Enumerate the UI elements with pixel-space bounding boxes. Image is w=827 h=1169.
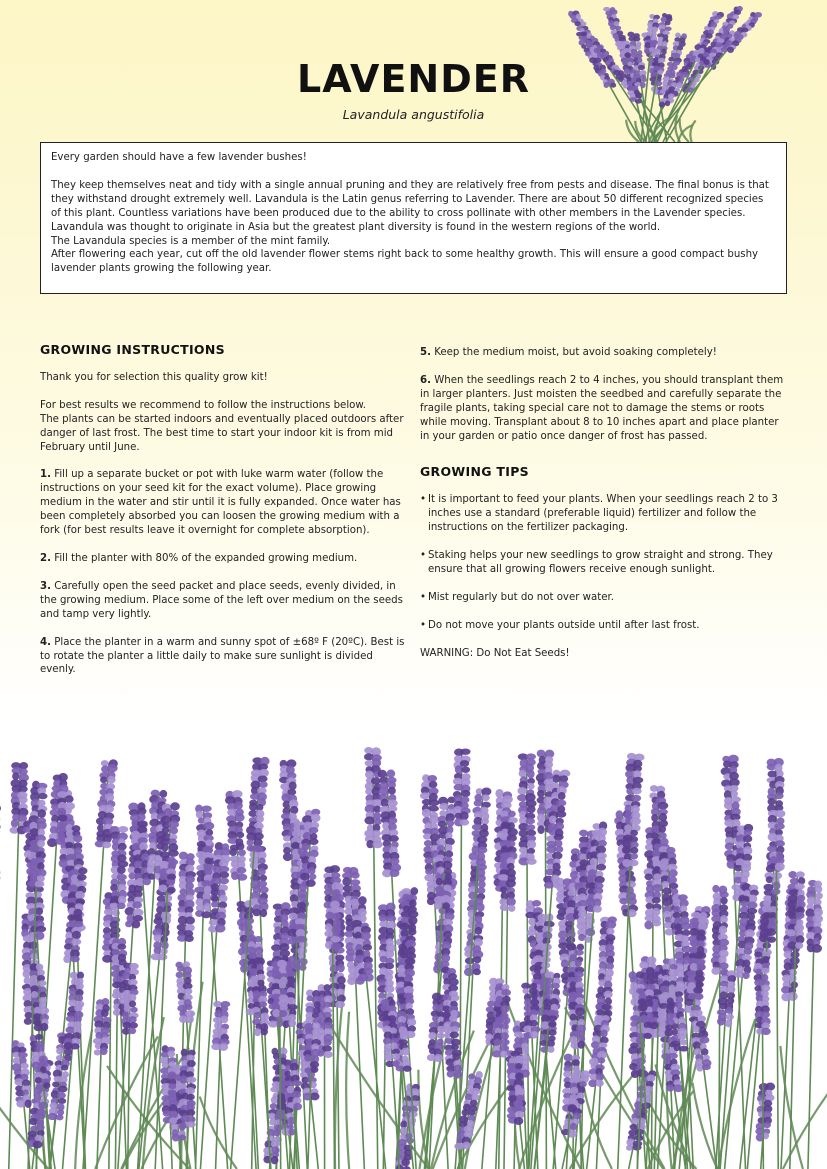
step-number: 3.: [40, 580, 51, 592]
intro-box: [40, 142, 787, 294]
growing-tips-heading: GROWING TIPS: [420, 464, 529, 480]
intro-note-text: The plants can be started indoors and eventually placed outdoors after danger of last frost. The best time to start your indoor kit is from mid February until June.: [40, 413, 404, 453]
tip-text: Staking helps your new seedlings to grow straight and strong. They ensure that all growing flowers receive enough sunlight.: [428, 550, 773, 575]
lavender-stalk: [786, 871, 805, 1169]
intro-paragraph: The Lavandula species is a member of the mint family.: [51, 235, 331, 247]
bullet-icon: •: [420, 550, 427, 562]
step-text: Keep the medium moist, but avoid soaking completely!: [434, 347, 717, 358]
step-5: [420, 346, 785, 360]
step-number: 2.: [40, 552, 51, 564]
lavender-stalk: [0, 804, 1, 1169]
tip-text: Mist regularly but do not over water.: [428, 591, 614, 603]
step-number: 1.: [40, 469, 51, 481]
step-2: [40, 552, 405, 566]
thanks-text: Thank you for selection this quality grow kit!: [40, 371, 268, 383]
lavender-stalk: [159, 1045, 178, 1169]
tip-text: Do not move your plants outside until after last frost.: [428, 619, 700, 631]
tip-item: [420, 549, 785, 577]
leaf: [693, 1083, 718, 1169]
step-number: 5.: [420, 347, 431, 358]
step-text: Place the planter in a warm and sunny spot of ±68º F (20ºC). Best is to rotate the planter a little daily to make sure sunlight is divided evenly.: [40, 636, 405, 676]
step-6: [420, 374, 785, 444]
leaf: [346, 1012, 349, 1169]
tip-text: It is important to feed your plants. When your seedlings reach 2 to 3 inches use a standard (preferable liquid) fertilizer and follow the instructions on the fertilizer packaging.: [428, 494, 778, 534]
leaf: [690, 120, 695, 142]
step-text: Carefully open the seed packet and place seeds, evenly divided, in the growing medium. Place some of the left over medium on the seeds and tamp very lightly.: [40, 580, 403, 620]
page-subtitle: Lavandula angustifolia: [342, 107, 485, 122]
right-column: [420, 346, 785, 675]
step-1: [40, 468, 405, 538]
best-results-text: For best results we recommend to follow the instructions below.: [40, 399, 367, 411]
bullet-icon: •: [420, 619, 427, 631]
bullet-icon: •: [420, 591, 427, 603]
leaf: [335, 984, 344, 1169]
step-number: 6.: [420, 374, 431, 386]
growing-instructions-column: [40, 343, 405, 691]
step-text: When the seedlings reach 2 to 4 inches, you should transplant them in larger planters. Just moisten the seedbed and carefully separate the fragile plants, taking special care not to damage the stems or roots while moving. Transplant about 8 to 10 inches apart and place planter in your garden or patio once danger of frost has passed.: [420, 374, 784, 442]
tip-item: [420, 591, 785, 605]
step-text: Fill the planter with 80% of the expanded growing medium.: [54, 552, 358, 564]
step-3: [40, 580, 405, 622]
warning-text: WARNING: Do Not Eat Seeds!: [420, 647, 570, 659]
intro-paragraph: After flowering each year, cut off the old lavender flower stems right back to some healthy growth. This will ensure a good compact bushy lavender plants growing the following year.: [51, 249, 759, 275]
tip-item: [420, 619, 785, 633]
step-number: 4.: [40, 636, 51, 648]
lavender-stalk: [11, 1040, 31, 1169]
lavender-stalk: [755, 1083, 775, 1169]
lavender-stalk: [587, 1003, 612, 1169]
page-title: LAVENDER: [297, 57, 530, 101]
growing-instructions-heading: GROWING INSTRUCTIONS: [40, 342, 225, 357]
lavender-illustration-bottom: [0, 740, 827, 1169]
tip-item: [420, 493, 785, 535]
instructions-intro: [40, 399, 405, 455]
bullet-icon: •: [420, 494, 427, 506]
step-text: Fill up a separate bucket or pot with luke warm water (follow the instructions on your seed kit for the exact volume). Place growing medium in the water and stir until it is fully expanded. Once water has been completely absorbed you can loosen the growing medium with a fork (for best results leave it overnight for complete absorption).: [40, 469, 401, 537]
step-4: [40, 636, 405, 678]
intro-paragraph: They keep themselves neat and tidy with a single annual pruning and they are relatively free from pests and disease. The final bonus is that they withstand drought extremely well. Lavandula is the Latin genus referring to Lavender. There are about 50 different recognized species of this plant. Countless variations have been produced due to the ability to cross pollinate with other members in the Lavender species. Lavandula was thought to originate in Asia but the greatest plant diversity is found in the western regions of the world.: [51, 179, 769, 233]
intro-lead: Every garden should have a few lavender bushes!: [51, 152, 307, 163]
